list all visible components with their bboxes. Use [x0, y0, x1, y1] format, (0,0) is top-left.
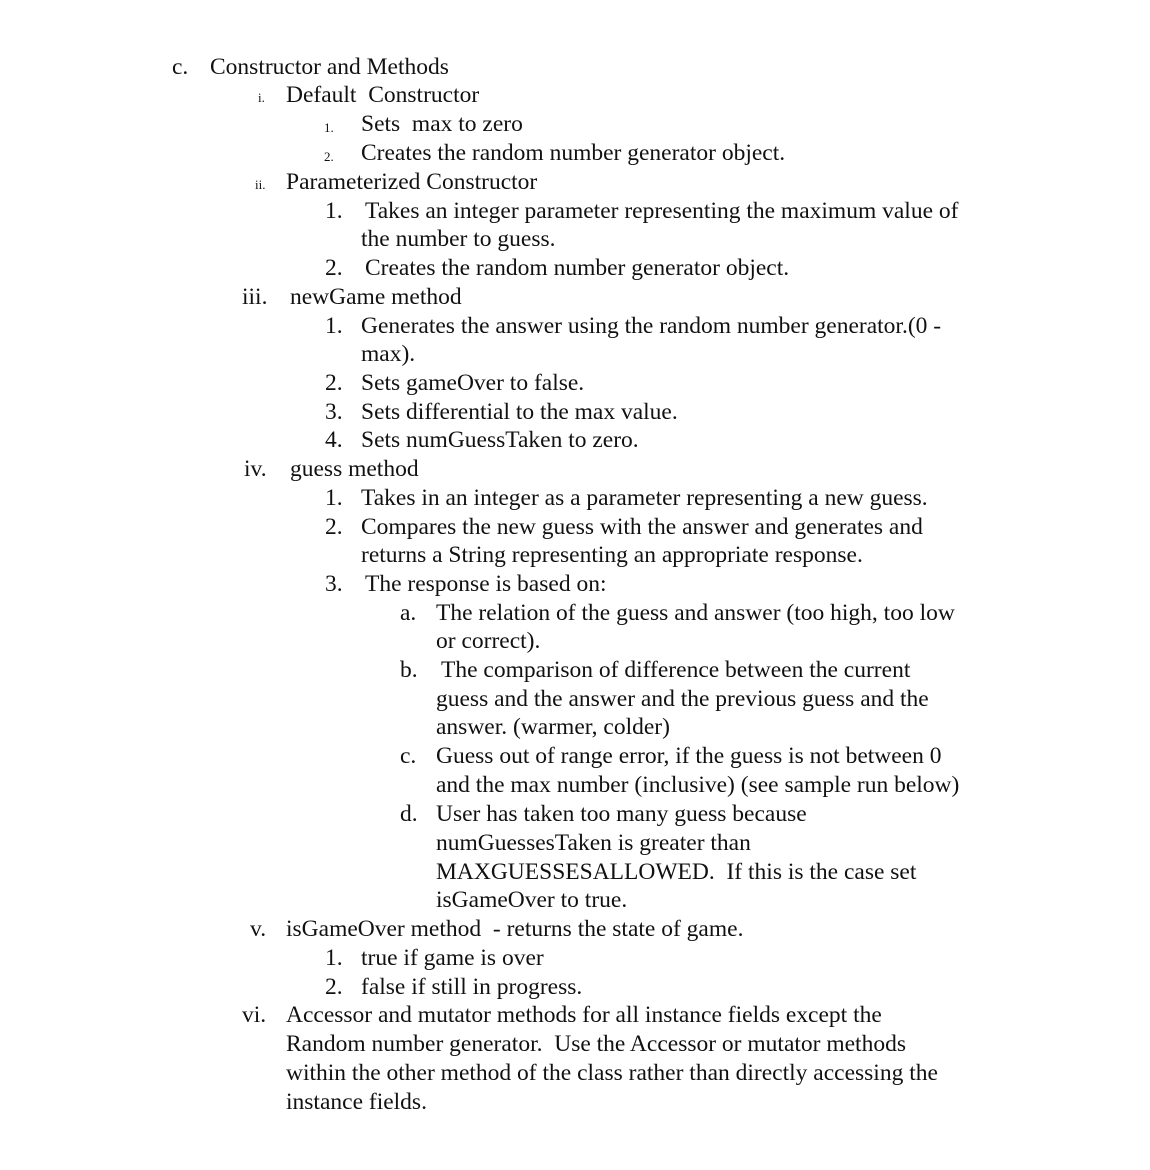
list-item: The relation of the guess and answer (too high, too low — [436, 600, 955, 626]
list-marker: i. — [258, 90, 265, 105]
section-marker: c. — [172, 54, 189, 80]
list-item-continuation: Random number generator. Use the Accessor or mutator methods — [286, 1031, 906, 1057]
list-marker: ii. — [255, 177, 266, 192]
list-item: Creates the random number generator object. — [361, 140, 786, 166]
list-item: User has taken too many guess because — [436, 801, 807, 827]
list-marker: 2. — [325, 514, 343, 540]
list-item: Takes an integer parameter representing the maximum value of — [365, 198, 959, 224]
list-marker: d. — [400, 801, 418, 827]
item-heading: newGame method — [290, 284, 462, 310]
list-marker: 1. — [325, 198, 343, 224]
list-item: Compares the new guess with the answer and generates and — [361, 514, 923, 540]
list-item: Sets max to zero — [361, 111, 523, 137]
list-marker: iii. — [242, 284, 268, 310]
list-item-continuation: instance fields. — [286, 1089, 427, 1115]
list-item: Sets numGuessTaken to zero. — [361, 427, 639, 453]
item-heading: isGameOver method - returns the state of game. — [286, 916, 744, 942]
item-heading: Default Constructor — [286, 82, 480, 108]
list-marker: a. — [400, 600, 417, 626]
list-item: The response is based on: — [365, 571, 607, 597]
list-marker: c. — [400, 743, 417, 769]
list-marker: iv. — [244, 456, 267, 482]
list-marker: 2. — [325, 255, 343, 281]
list-item-continuation: returns a String representing an appropriate response. — [361, 542, 863, 568]
list-marker: v. — [250, 916, 267, 942]
list-item-continuation: MAXGUESSESALLOWED. If this is the case set — [436, 859, 917, 885]
item-heading: guess method — [290, 456, 419, 482]
list-item: Takes in an integer as a parameter representing a new guess. — [361, 485, 928, 511]
list-marker: 3. — [325, 571, 343, 597]
list-item-continuation: the number to guess. — [361, 226, 556, 252]
list-item: Accessor and mutator methods for all instance fields except the — [286, 1002, 882, 1028]
list-marker: vi. — [242, 1002, 267, 1028]
list-marker: 2. — [324, 149, 334, 164]
list-item-continuation: and the max number (inclusive) (see sample run below) — [436, 772, 960, 798]
list-item-continuation: or correct). — [436, 628, 541, 654]
list-item: Guess out of range error, if the guess is not between 0 — [436, 743, 942, 769]
list-item: true if game is over — [361, 945, 544, 971]
list-item: Generates the answer using the random number generator.(0 - — [361, 313, 942, 339]
list-item: The comparison of difference between the current — [441, 657, 911, 683]
list-item: Creates the random number generator object. — [365, 255, 790, 281]
list-item-continuation: isGameOver to true. — [436, 887, 628, 913]
list-marker: 1. — [325, 485, 343, 511]
list-item: Sets differential to the max value. — [361, 399, 678, 425]
list-marker: b. — [400, 657, 418, 683]
list-marker: 4. — [325, 427, 343, 453]
list-item: Sets gameOver to false. — [361, 370, 585, 396]
list-marker: 1. — [325, 945, 343, 971]
list-marker: 1. — [325, 313, 343, 339]
list-item-continuation: numGuessesTaken is greater than — [436, 830, 751, 856]
list-item-continuation: answer. (warmer, colder) — [436, 714, 670, 740]
list-item-continuation: guess and the answer and the previous guess and the — [436, 686, 929, 712]
section-title: Constructor and Methods — [210, 54, 449, 80]
list-item: false if still in progress. — [361, 974, 583, 1000]
list-item-continuation: max). — [361, 341, 416, 367]
list-marker: 3. — [325, 399, 343, 425]
list-marker: 2. — [325, 974, 343, 1000]
list-marker: 2. — [325, 370, 343, 396]
list-marker: 1. — [324, 120, 334, 135]
list-item-continuation: within the other method of the class rather than directly accessing the — [286, 1060, 938, 1086]
item-heading: Parameterized Constructor — [286, 169, 538, 195]
